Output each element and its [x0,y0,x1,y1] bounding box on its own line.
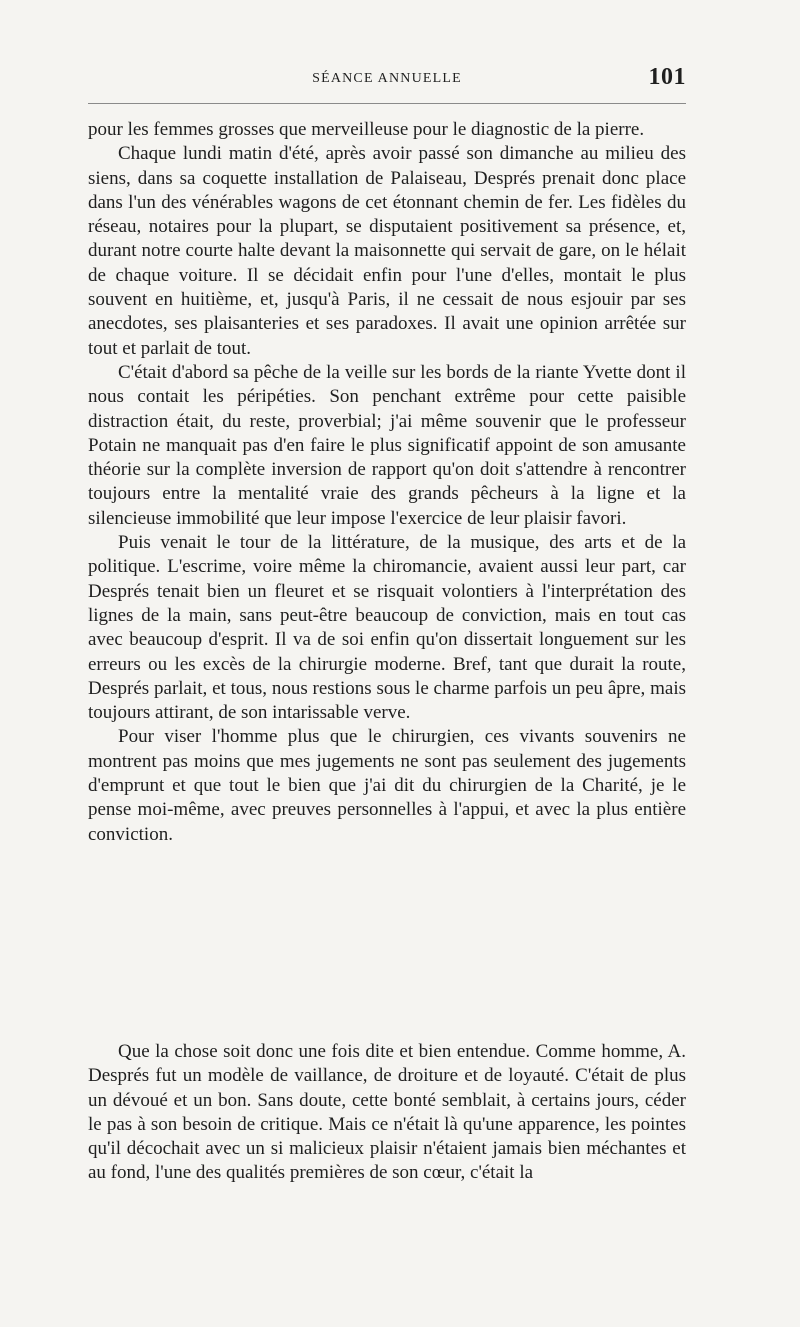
page-number: 101 [648,64,686,90]
paragraph: Puis venait le tour de la littérature, de la musique, des arts et de la politique. L'escrime, voire même la chiromancie, avaient aussi leur part, car Després tenait bien un fleuret et se risquait volontiers à l'interprétation des lignes de la main, sans peut-être beaucoup de conviction, mais en tout cas avec beaucoup d'esprit. Il va de soi enfin qu'on dissertait longuement sur les erreurs ou les excès de la chirurgie moderne. Bref, tant que durait la route, Després parlait, et tous, nous restions sous le charme parfois un peu âpre, mais toujours attirant, de son intarissable verve. [88,532,686,724]
main-text-block [88,118,686,847]
paragraph: Que la chose soit donc une fois dite et bien entendue. Comme homme, A. Després fut un modèle de vaillance, de droiture et de loyauté. C'était de plus un dévoué et un bon. Sans doute, cette bonté semblait, à certains jours, céder le pas à son besoin de critique. Mais ce n'était là qu'une apparence, les pointes qu'il décochait avec un si malicieux plaisir n'étaient jamais bien méchantes et au fond, l'une des qualités premières de son cœur, c'était la [88,1041,686,1184]
paragraph: C'était d'abord sa pêche de la veille sur les bords de la riante Yvette dont il nous contait les péripéties. Son penchant extrême pour cette paisible distraction était, du reste, proverbial; j'ai même souvenir que le professeur Potain ne manquait pas d'en faire le plus significatif appoint de son amusante théorie sur la complète inversion de rapport qu'on doit s'attendre à rencontrer toujours entre la mentalité vraie des grands pêcheurs à la ligne et la silencieuse immobilité que leur impose l'exercice de leur plaisir favori. [88,361,686,529]
paragraph: Chaque lundi matin d'été, après avoir passé son dimanche au milieu des siens, dans sa coquette installation de Palaiseau, Després prenait donc place dans l'un des vénérables wagons de cet étonnant chemin de fer. Les fidèles du réseau, notaires pour la plupart, se disputaient positivement sa présence, et, durant notre courte halte devant la maisonnette qui servait de gare, on le hélait de chaque voiture. Il se décidait enfin pour l'une d'elles, montait le plus souvent en huitième, et, jusqu'à Paris, il ne cessait de nous esjouir par ses anecdotes, ses plaisanteries et ses paradoxes. Il avait une opinion arrêtée sur tout et parlait de tout. [88,143,686,359]
secondary-text-block [88,1040,686,1186]
paragraph-continuation: pour les femmes grosses que merveilleuse pour le diagnostic de la pierre. [88,119,645,140]
paragraph: Pour viser l'homme plus que le chirurgien, ces vivants souvenirs ne montrent pas moins que mes jugements ne sont pas seulement des jugements d'emprunt et que tout le bien que j'ai dit du chirurgien de la Charité, je le pense moi-même, avec preuves personnelles à l'appui, et avec la plus entière conviction. [88,726,686,845]
running-title: SÉANCE ANNUELLE [312,71,462,86]
running-header [88,64,686,98]
header-rule [88,103,686,104]
